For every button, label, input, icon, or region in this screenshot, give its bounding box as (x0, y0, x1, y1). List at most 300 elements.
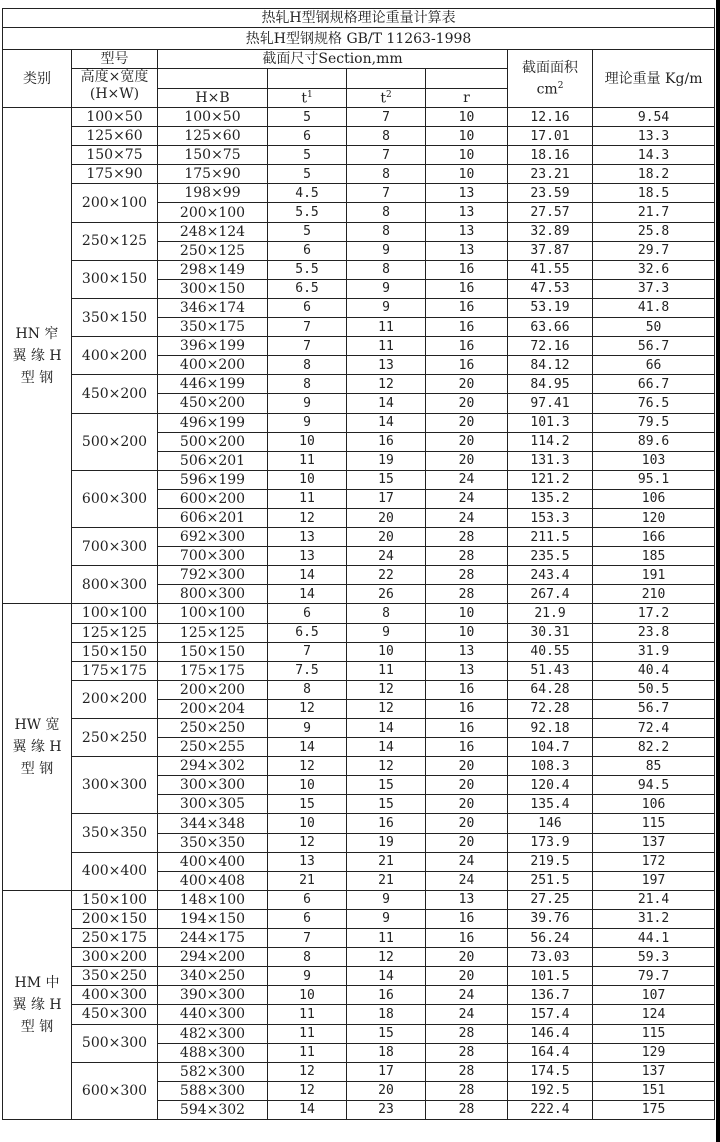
area-cell: 53.19 (508, 298, 593, 317)
t2-cell: 21 (347, 852, 426, 871)
t1-cell: 11 (268, 489, 347, 508)
t2-cell: 9 (347, 279, 426, 298)
t1-cell: 5.5 (268, 260, 347, 279)
t2-cell: 9 (347, 241, 426, 260)
hxb-cell: 692×300 (158, 528, 268, 547)
weight-cell: 185 (593, 547, 715, 566)
table-row (3, 1062, 715, 1081)
t1-cell: 4.5 (268, 184, 347, 203)
area-cell: 64.28 (508, 680, 593, 699)
r-cell: 20 (426, 776, 508, 795)
r-cell: 10 (426, 165, 508, 184)
r-cell: 10 (426, 623, 508, 642)
weight-cell: 115 (593, 1024, 715, 1043)
t2-cell: 9 (347, 890, 426, 909)
t2-cell: 12 (347, 680, 426, 699)
weight-cell: 79.7 (593, 967, 715, 986)
hxb-cell: 175×175 (158, 661, 268, 680)
t2-cell: 11 (347, 337, 426, 356)
hxb-cell: 150×75 (158, 146, 268, 165)
r-cell: 20 (426, 795, 508, 814)
t1-cell: 9 (268, 413, 347, 432)
area-cell: 18.16 (508, 146, 593, 165)
model-cell: 200×200 (72, 680, 158, 718)
t1-cell: 7 (268, 337, 347, 356)
hxb-cell: 496×199 (158, 413, 268, 432)
category-label: HW 宽 翼 缘 H 型 钢 (3, 604, 72, 890)
area-cell: 235.5 (508, 547, 593, 566)
table-row (3, 146, 715, 165)
r-cell: 24 (426, 508, 508, 527)
area-cell: 131.3 (508, 451, 593, 470)
hxb-cell: 600×200 (158, 489, 268, 508)
r-cell: 28 (426, 1100, 508, 1119)
t2-cell: 8 (347, 604, 426, 623)
area-cell: 30.31 (508, 623, 593, 642)
area-cell: 135.4 (508, 795, 593, 814)
model-cell: 500×200 (72, 413, 158, 470)
area-cell: 72.16 (508, 337, 593, 356)
hxb-cell: 506×201 (158, 451, 268, 470)
area-cell: 120.4 (508, 776, 593, 795)
hxb-cell: 200×204 (158, 699, 268, 718)
r-cell: 28 (426, 1024, 508, 1043)
model-cell: 100×50 (72, 108, 158, 127)
t1-cell: 14 (268, 738, 347, 757)
area-cell: 219.5 (508, 852, 593, 871)
t2-cell: 12 (347, 375, 426, 394)
hxb-cell: 594×302 (158, 1100, 268, 1119)
r-cell: 10 (426, 127, 508, 146)
table-row (3, 661, 715, 680)
t2-cell: 10 (347, 642, 426, 661)
weight-cell: 56.7 (593, 699, 715, 718)
r-cell: 20 (426, 967, 508, 986)
area-cell: 267.4 (508, 585, 593, 604)
weight-cell: 106 (593, 795, 715, 814)
table-row (3, 470, 715, 489)
header-blank (268, 69, 347, 89)
model-cell: 150×100 (72, 890, 158, 909)
table-subtitle: 热轧H型钢规格 GB/T 11263-1998 (3, 28, 715, 50)
weight-cell: 106 (593, 489, 715, 508)
header-t2 (347, 89, 426, 108)
model-cell: 250×175 (72, 929, 158, 948)
t2-cell: 14 (347, 738, 426, 757)
t1-cell: 13 (268, 852, 347, 871)
hxb-cell: 500×200 (158, 432, 268, 451)
area-cell: 56.24 (508, 929, 593, 948)
model-cell: 450×300 (72, 1005, 158, 1024)
area-cell: 101.5 (508, 967, 593, 986)
t1-cell: 11 (268, 1024, 347, 1043)
table-row (3, 967, 715, 986)
r-cell: 20 (426, 833, 508, 852)
r-cell: 20 (426, 432, 508, 451)
t2-cell: 24 (347, 547, 426, 566)
t2-cell: 11 (347, 929, 426, 948)
t2-cell: 13 (347, 356, 426, 375)
hxb-cell: 792×300 (158, 566, 268, 585)
area-cell: 121.2 (508, 470, 593, 489)
weight-cell: 17.2 (593, 604, 715, 623)
r-cell: 28 (426, 1062, 508, 1081)
table-row (3, 909, 715, 928)
area-cell: 27.57 (508, 203, 593, 222)
model-cell: 175×175 (72, 661, 158, 680)
t2-cell: 15 (347, 1024, 426, 1043)
r-cell: 28 (426, 1081, 508, 1100)
t2-cell: 11 (347, 661, 426, 680)
r-cell: 16 (426, 719, 508, 738)
hxb-cell: 488×300 (158, 1043, 268, 1062)
area-cell: 27.25 (508, 890, 593, 909)
t1-cell: 5 (268, 165, 347, 184)
weight-cell: 66 (593, 356, 715, 375)
t1-cell: 10 (268, 776, 347, 795)
t2-cell: 21 (347, 871, 426, 890)
table-row (3, 127, 715, 146)
t1-cell: 8 (268, 375, 347, 394)
table-row (3, 222, 715, 241)
t1-cell: 5 (268, 108, 347, 127)
table-row (3, 337, 715, 356)
r-cell: 13 (426, 642, 508, 661)
t1-cell: 12 (268, 1062, 347, 1081)
area-cell: 153.3 (508, 508, 593, 527)
weight-cell: 44.1 (593, 929, 715, 948)
weight-cell: 21.7 (593, 203, 715, 222)
area-cell: 47.53 (508, 279, 593, 298)
r-cell: 16 (426, 909, 508, 928)
r-cell: 13 (426, 890, 508, 909)
hxb-cell: 175×90 (158, 165, 268, 184)
hxb-cell: 596×199 (158, 470, 268, 489)
area-cell: 104.7 (508, 738, 593, 757)
t1-cell: 14 (268, 1100, 347, 1119)
model-cell: 600×300 (72, 470, 158, 527)
header-model-sub (72, 69, 158, 108)
weight-cell: 31.9 (593, 642, 715, 661)
area-cell: 84.95 (508, 375, 593, 394)
model-cell: 350×350 (72, 814, 158, 852)
r-cell: 16 (426, 337, 508, 356)
hxb-cell: 450×200 (158, 394, 268, 413)
t2-cell: 8 (347, 165, 426, 184)
category-label: HM 中 翼 缘 H 型 钢 (3, 890, 72, 1119)
area-cell: 23.21 (508, 165, 593, 184)
t2-cell: 7 (347, 108, 426, 127)
hxb-cell: 344×348 (158, 814, 268, 833)
hxb-cell: 390×300 (158, 986, 268, 1005)
table-row (3, 1005, 715, 1024)
model-cell: 400×400 (72, 852, 158, 890)
header-blank (347, 69, 426, 89)
t1-cell: 13 (268, 528, 347, 547)
hxb-cell: 400×408 (158, 871, 268, 890)
table-row (3, 814, 715, 833)
t1-cell: 5 (268, 222, 347, 241)
t1-cell: 10 (268, 986, 347, 1005)
r-cell: 16 (426, 279, 508, 298)
weight-cell: 95.1 (593, 470, 715, 489)
weight-cell: 166 (593, 528, 715, 547)
hxb-cell: 250×125 (158, 241, 268, 260)
t1-cell: 8 (268, 948, 347, 967)
t2-cell: 19 (347, 833, 426, 852)
t1-cell: 6 (268, 127, 347, 146)
hxb-cell: 294×200 (158, 948, 268, 967)
r-cell: 13 (426, 203, 508, 222)
weight-cell: 172 (593, 852, 715, 871)
t2-cell: 19 (347, 451, 426, 470)
r-cell: 10 (426, 146, 508, 165)
hxb-cell: 100×50 (158, 108, 268, 127)
area-cell: 174.5 (508, 1062, 593, 1081)
weight-cell: 103 (593, 451, 715, 470)
model-cell: 400×200 (72, 337, 158, 375)
header-t1-label: t (301, 90, 307, 107)
r-cell: 24 (426, 1005, 508, 1024)
hxb-cell: 100×100 (158, 604, 268, 623)
weight-cell: 115 (593, 814, 715, 833)
weight-cell: 50.5 (593, 680, 715, 699)
t1-cell: 6.5 (268, 623, 347, 642)
category-label: HN 窄 翼 缘 H 型 钢 (3, 108, 72, 604)
t2-cell: 16 (347, 432, 426, 451)
t1-cell: 10 (268, 432, 347, 451)
t1-cell: 7 (268, 929, 347, 948)
table-row (3, 566, 715, 585)
t2-cell: 18 (347, 1005, 426, 1024)
weight-cell: 40.4 (593, 661, 715, 680)
t2-cell: 16 (347, 814, 426, 833)
header-t2-sup: 2 (385, 89, 392, 100)
r-cell: 20 (426, 757, 508, 776)
t1-cell: 11 (268, 451, 347, 470)
t1-cell: 10 (268, 470, 347, 489)
t2-cell: 16 (347, 986, 426, 1005)
r-cell: 16 (426, 680, 508, 699)
model-cell: 500×300 (72, 1024, 158, 1062)
t2-cell: 18 (347, 1043, 426, 1062)
hxb-cell: 250×255 (158, 738, 268, 757)
t2-cell: 7 (347, 184, 426, 203)
model-cell: 175×90 (72, 165, 158, 184)
weight-cell: 29.7 (593, 241, 715, 260)
t2-cell: 8 (347, 203, 426, 222)
t1-cell: 9 (268, 967, 347, 986)
header-hxb: H×B (158, 89, 268, 108)
area-cell: 157.4 (508, 1005, 593, 1024)
hxb-cell: 588×300 (158, 1081, 268, 1100)
area-cell: 63.66 (508, 318, 593, 337)
table-row (3, 184, 715, 203)
hxb-cell: 440×300 (158, 1005, 268, 1024)
table-row (3, 719, 715, 738)
t2-cell: 8 (347, 222, 426, 241)
t1-cell: 7.5 (268, 661, 347, 680)
area-cell: 135.2 (508, 489, 593, 508)
table-row (3, 642, 715, 661)
model-cell: 350×250 (72, 967, 158, 986)
weight-cell: 56.7 (593, 337, 715, 356)
table-row (3, 623, 715, 642)
model-cell: 300×150 (72, 260, 158, 298)
t1-cell: 6.5 (268, 279, 347, 298)
t1-cell: 12 (268, 699, 347, 718)
t2-cell: 17 (347, 1062, 426, 1081)
table-row (3, 680, 715, 699)
hxb-cell: 482×300 (158, 1024, 268, 1043)
model-cell: 100×100 (72, 604, 158, 623)
t1-cell: 7 (268, 318, 347, 337)
area-cell: 211.5 (508, 528, 593, 547)
model-cell: 700×300 (72, 528, 158, 566)
model-cell: 250×250 (72, 719, 158, 757)
r-cell: 28 (426, 1043, 508, 1062)
model-cell: 125×125 (72, 623, 158, 642)
hxb-cell: 125×125 (158, 623, 268, 642)
area-cell: 243.4 (508, 566, 593, 585)
weight-cell: 72.4 (593, 719, 715, 738)
header-category: 类别 (3, 50, 72, 108)
model-cell: 450×200 (72, 375, 158, 413)
hxb-cell: 198×99 (158, 184, 268, 203)
t1-cell: 21 (268, 871, 347, 890)
r-cell: 10 (426, 108, 508, 127)
area-cell: 146 (508, 814, 593, 833)
r-cell: 28 (426, 528, 508, 547)
t1-cell: 12 (268, 757, 347, 776)
t2-cell: 12 (347, 948, 426, 967)
weight-cell: 31.2 (593, 909, 715, 928)
table-row (3, 260, 715, 279)
weight-cell: 129 (593, 1043, 715, 1062)
t2-cell: 8 (347, 127, 426, 146)
r-cell: 20 (426, 948, 508, 967)
weight-cell: 18.2 (593, 165, 715, 184)
hxb-cell: 350×350 (158, 833, 268, 852)
weight-cell: 76.5 (593, 394, 715, 413)
r-cell: 20 (426, 394, 508, 413)
header-blank (158, 69, 268, 89)
weight-cell: 14.3 (593, 146, 715, 165)
weight-cell: 151 (593, 1081, 715, 1100)
area-cell: 146.4 (508, 1024, 593, 1043)
area-cell: 39.76 (508, 909, 593, 928)
t2-cell: 26 (347, 585, 426, 604)
area-cell: 222.4 (508, 1100, 593, 1119)
area-cell: 192.5 (508, 1081, 593, 1100)
r-cell: 28 (426, 566, 508, 585)
r-cell: 28 (426, 585, 508, 604)
table-title: 热轧H型钢规格理论重量计算表 (3, 9, 715, 28)
hxb-cell: 300×305 (158, 795, 268, 814)
table-row (3, 757, 715, 776)
table-row (3, 604, 715, 623)
weight-cell: 79.5 (593, 413, 715, 432)
t1-cell: 6 (268, 298, 347, 317)
header-t1 (268, 89, 347, 108)
weight-cell: 66.7 (593, 375, 715, 394)
hxb-cell: 700×300 (158, 547, 268, 566)
t2-cell: 14 (347, 719, 426, 738)
h-steel-weight-table (2, 8, 715, 1120)
area-cell: 251.5 (508, 871, 593, 890)
hxb-cell: 800×300 (158, 585, 268, 604)
t1-cell: 9 (268, 719, 347, 738)
table-row (3, 375, 715, 394)
area-cell: 17.01 (508, 127, 593, 146)
t1-cell: 12 (268, 508, 347, 527)
hxb-cell: 294×302 (158, 757, 268, 776)
area-cell: 173.9 (508, 833, 593, 852)
weight-cell: 18.5 (593, 184, 715, 203)
table-row (3, 165, 715, 184)
hxb-cell: 200×200 (158, 680, 268, 699)
hxb-cell: 606×201 (158, 508, 268, 527)
model-cell: 125×60 (72, 127, 158, 146)
t2-cell: 15 (347, 776, 426, 795)
t1-cell: 13 (268, 547, 347, 566)
header-r: r (426, 89, 508, 108)
weight-cell: 124 (593, 1005, 715, 1024)
hxb-cell: 300×300 (158, 776, 268, 795)
area-cell: 41.55 (508, 260, 593, 279)
r-cell: 16 (426, 298, 508, 317)
t2-cell: 15 (347, 795, 426, 814)
r-cell: 20 (426, 451, 508, 470)
t1-cell: 10 (268, 814, 347, 833)
weight-cell: 59.3 (593, 948, 715, 967)
table-row (3, 929, 715, 948)
table-row (3, 890, 715, 909)
t1-cell: 5.5 (268, 203, 347, 222)
t1-cell: 8 (268, 680, 347, 699)
t1-cell: 14 (268, 566, 347, 585)
area-cell: 136.7 (508, 986, 593, 1005)
area-cell: 92.18 (508, 719, 593, 738)
area-cell: 84.12 (508, 356, 593, 375)
r-cell: 16 (426, 699, 508, 718)
t1-cell: 12 (268, 833, 347, 852)
table-row (3, 528, 715, 547)
weight-cell: 9.54 (593, 108, 715, 127)
weight-cell: 85 (593, 757, 715, 776)
hxb-cell: 346×174 (158, 298, 268, 317)
hxb-cell: 582×300 (158, 1062, 268, 1081)
weight-cell: 21.4 (593, 890, 715, 909)
area-cell: 32.89 (508, 222, 593, 241)
area-cell: 72.28 (508, 699, 593, 718)
table-row (3, 1024, 715, 1043)
hxb-cell: 400×400 (158, 852, 268, 871)
t2-cell: 9 (347, 909, 426, 928)
weight-cell: 32.6 (593, 260, 715, 279)
r-cell: 16 (426, 738, 508, 757)
area-cell: 108.3 (508, 757, 593, 776)
t2-cell: 20 (347, 1081, 426, 1100)
hxb-cell: 446×199 (158, 375, 268, 394)
weight-cell: 89.6 (593, 432, 715, 451)
hxb-cell: 298×149 (158, 260, 268, 279)
weight-cell: 25.8 (593, 222, 715, 241)
table-row (3, 948, 715, 967)
weight-cell: 191 (593, 566, 715, 585)
r-cell: 20 (426, 375, 508, 394)
weight-cell: 107 (593, 986, 715, 1005)
